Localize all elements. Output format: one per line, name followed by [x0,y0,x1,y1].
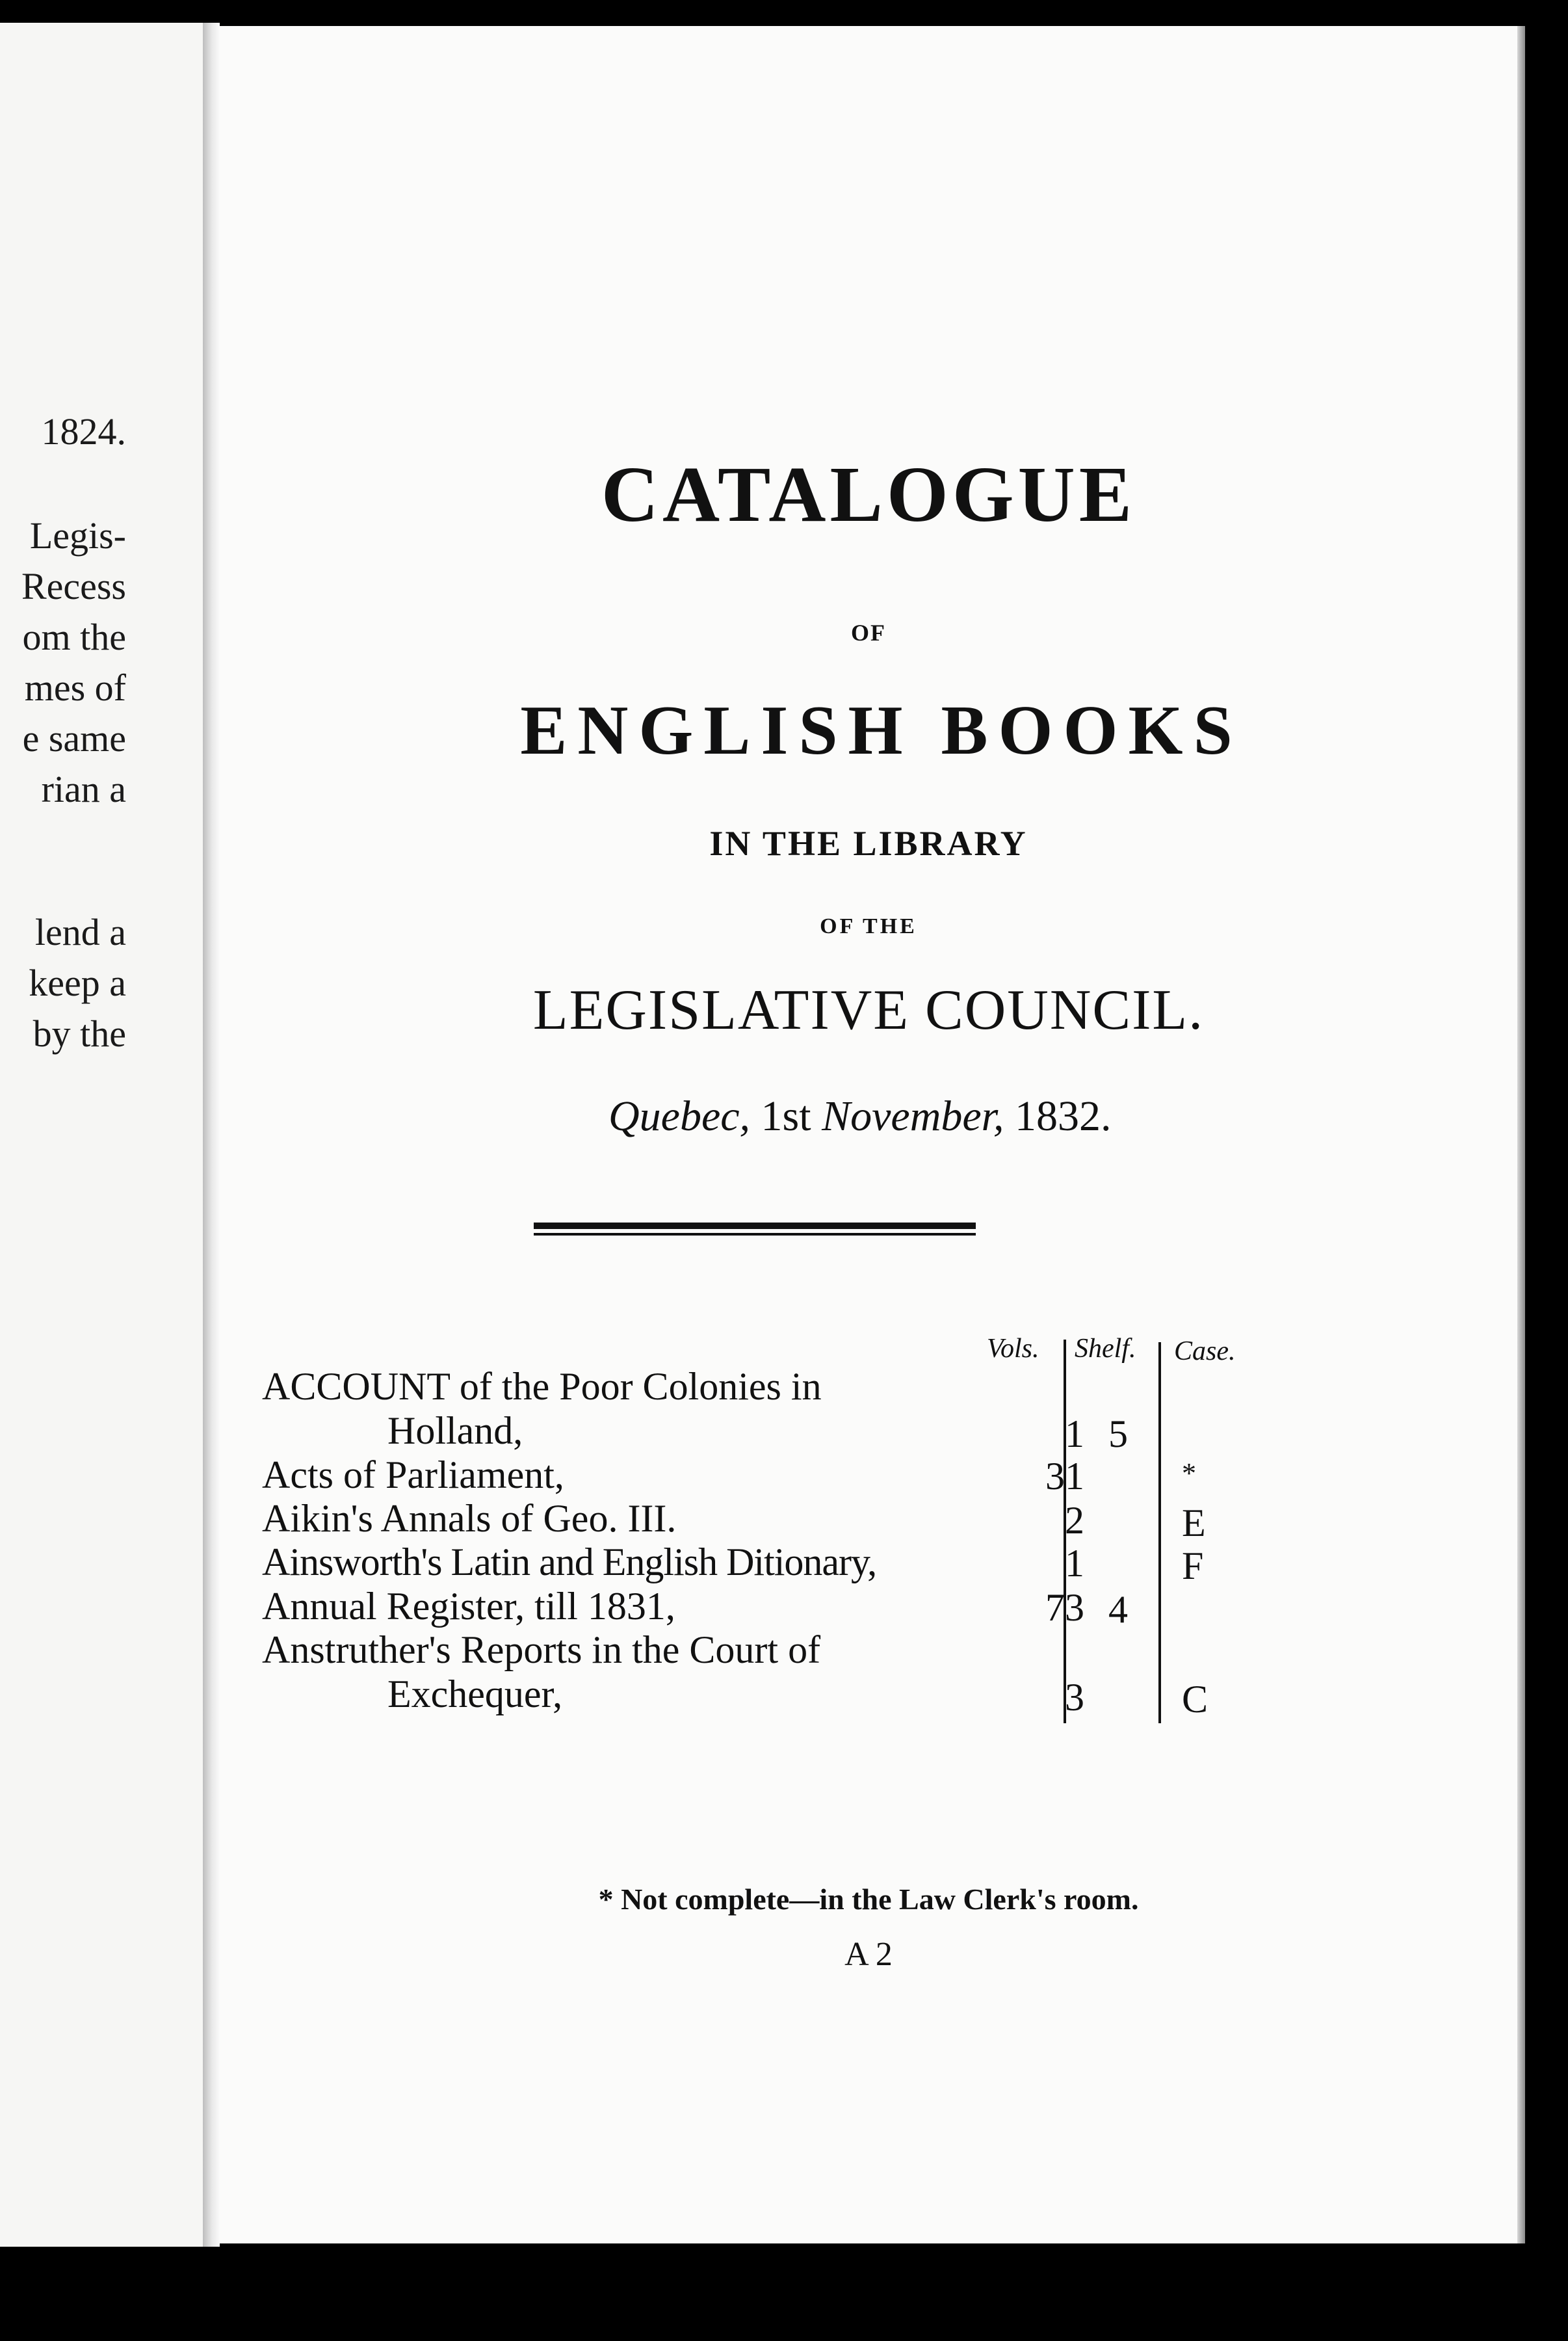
column-header-case: Case. [1174,1336,1236,1366]
entry-vols: 2 [1065,1499,1084,1542]
council-heading: LEGISLATIVE COUNCIL. [532,979,1205,1042]
signature-mark: A 2 [844,1936,893,1973]
left-page-line: mes of [24,667,126,709]
footnote: * Not complete—in the Law Clerk's room. [598,1883,1139,1916]
of-connector: OF [851,620,886,646]
left-page-line: om the [22,616,126,658]
catalogue-entry: Ainsworth's Latin and English Ditionary, [262,1541,877,1583]
left-page-line: by the [33,1012,126,1055]
double-rule-divider [534,1223,976,1236]
catalogue-entry: Anstruther's Reports in the Court of [262,1628,821,1671]
catalogue-entry: Exchequer, [387,1673,563,1715]
entry-shelf: 5 [1108,1412,1128,1455]
of-the-connector: OF THE [820,914,917,938]
dateline-place: Quebec, [608,1092,751,1140]
english-books-heading: ENGLISH BOOKS [520,692,1243,769]
entry-case: F [1182,1544,1204,1587]
left-page-line: lend a [34,911,126,953]
entry-vols: 1 [1065,1412,1084,1455]
catalogue-entry: Acts of Parliament, [262,1453,564,1496]
dateline-month: November, [822,1092,1004,1140]
book-gutter [203,23,220,2247]
left-page-line: Recess [21,565,126,607]
left-page-line: keep a [29,962,126,1004]
dateline-year: 1832. [1015,1092,1112,1140]
entry-vols: 31 [1045,1455,1084,1498]
entry-case: * [1182,1457,1196,1489]
entry-case: C [1182,1678,1209,1721]
dateline [608,1092,1112,1140]
left-page-line: rian a [41,768,126,810]
dateline-day: 1st [761,1092,811,1140]
column-header-shelf: Shelf. [1075,1334,1136,1364]
left-page-line: 1824. [41,410,126,453]
catalogue-entry: ACCOUNT of the Poor Colonies in [262,1365,822,1408]
left-page-line: Legis- [29,514,126,557]
catalogue-entry: Holland, [387,1409,523,1452]
entry-shelf: 4 [1108,1588,1128,1631]
library-line: IN THE LIBRARY [709,824,1028,863]
catalogue-entry: Annual Register, till 1831, [262,1585,675,1628]
title-page [220,26,1517,2243]
entry-vols: 3 [1065,1676,1084,1719]
page-edge-shadow [1517,26,1525,2243]
left-facing-page [0,23,203,2247]
entry-case: E [1182,1501,1206,1544]
column-header-vols: Vols. [987,1334,1039,1364]
catalogue-entry: Aikin's Annals of Geo. III. [262,1497,677,1540]
entry-vols: 1 [1065,1542,1084,1585]
left-page-line: e same [22,717,126,760]
entry-vols: 73 [1045,1586,1084,1629]
column-rule-shelf-case [1158,1342,1161,1723]
catalogue-title: CATALOGUE [601,451,1136,538]
